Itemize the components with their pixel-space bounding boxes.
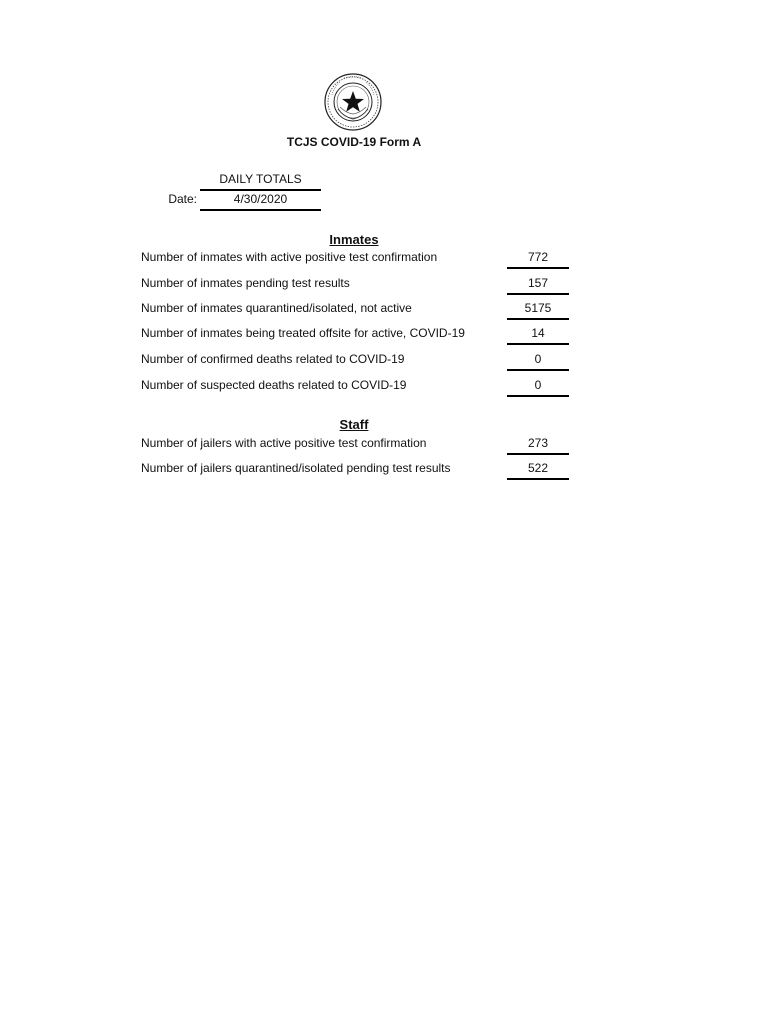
row-underline bbox=[507, 343, 569, 345]
row-underline bbox=[507, 318, 569, 320]
inmates-row-label: Number of suspected deaths related to COVID-19 bbox=[141, 378, 407, 392]
staff-row-value: 273 bbox=[527, 436, 549, 450]
row-underline bbox=[507, 453, 569, 455]
row-underline bbox=[507, 267, 569, 269]
staff-row-label: Number of jailers quarantined/isolated pending test results bbox=[141, 461, 451, 475]
inmates-row-value: 14 bbox=[531, 326, 545, 340]
inmates-row-value: 772 bbox=[527, 250, 549, 264]
staff-heading: Staff bbox=[339, 417, 369, 432]
daily-totals-underline bbox=[200, 189, 321, 191]
inmates-row-value: 0 bbox=[534, 378, 542, 392]
row-underline bbox=[507, 293, 569, 295]
inmates-row-label: Number of inmates quarantined/isolated, not active bbox=[141, 301, 412, 315]
date-underline bbox=[200, 209, 321, 211]
staff-row-value: 522 bbox=[527, 461, 549, 475]
inmates-row-label: Number of inmates being treated offsite for active, COVID-19 bbox=[141, 326, 465, 340]
inmates-row-value: 157 bbox=[527, 276, 549, 290]
inmates-row-label: Number of inmates pending test results bbox=[141, 276, 350, 290]
inmates-row-label: Number of inmates with active positive test confirmation bbox=[141, 250, 438, 264]
state-seal-icon bbox=[324, 73, 382, 131]
inmates-row-value: 0 bbox=[534, 352, 542, 366]
date-value: 4/30/2020 bbox=[233, 192, 288, 206]
row-underline bbox=[507, 369, 569, 371]
daily-totals-label: DAILY TOTALS bbox=[219, 172, 302, 186]
inmates-heading: Inmates bbox=[329, 232, 379, 247]
inmates-row-value: 5175 bbox=[524, 301, 552, 315]
date-label: Date: bbox=[168, 192, 197, 206]
row-underline bbox=[507, 478, 569, 480]
form-title: TCJS COVID-19 Form A bbox=[286, 135, 422, 149]
inmates-row-label: Number of confirmed deaths related to COVID-19 bbox=[141, 352, 405, 366]
row-underline bbox=[507, 395, 569, 397]
staff-row-label: Number of jailers with active positive test confirmation bbox=[141, 436, 427, 450]
